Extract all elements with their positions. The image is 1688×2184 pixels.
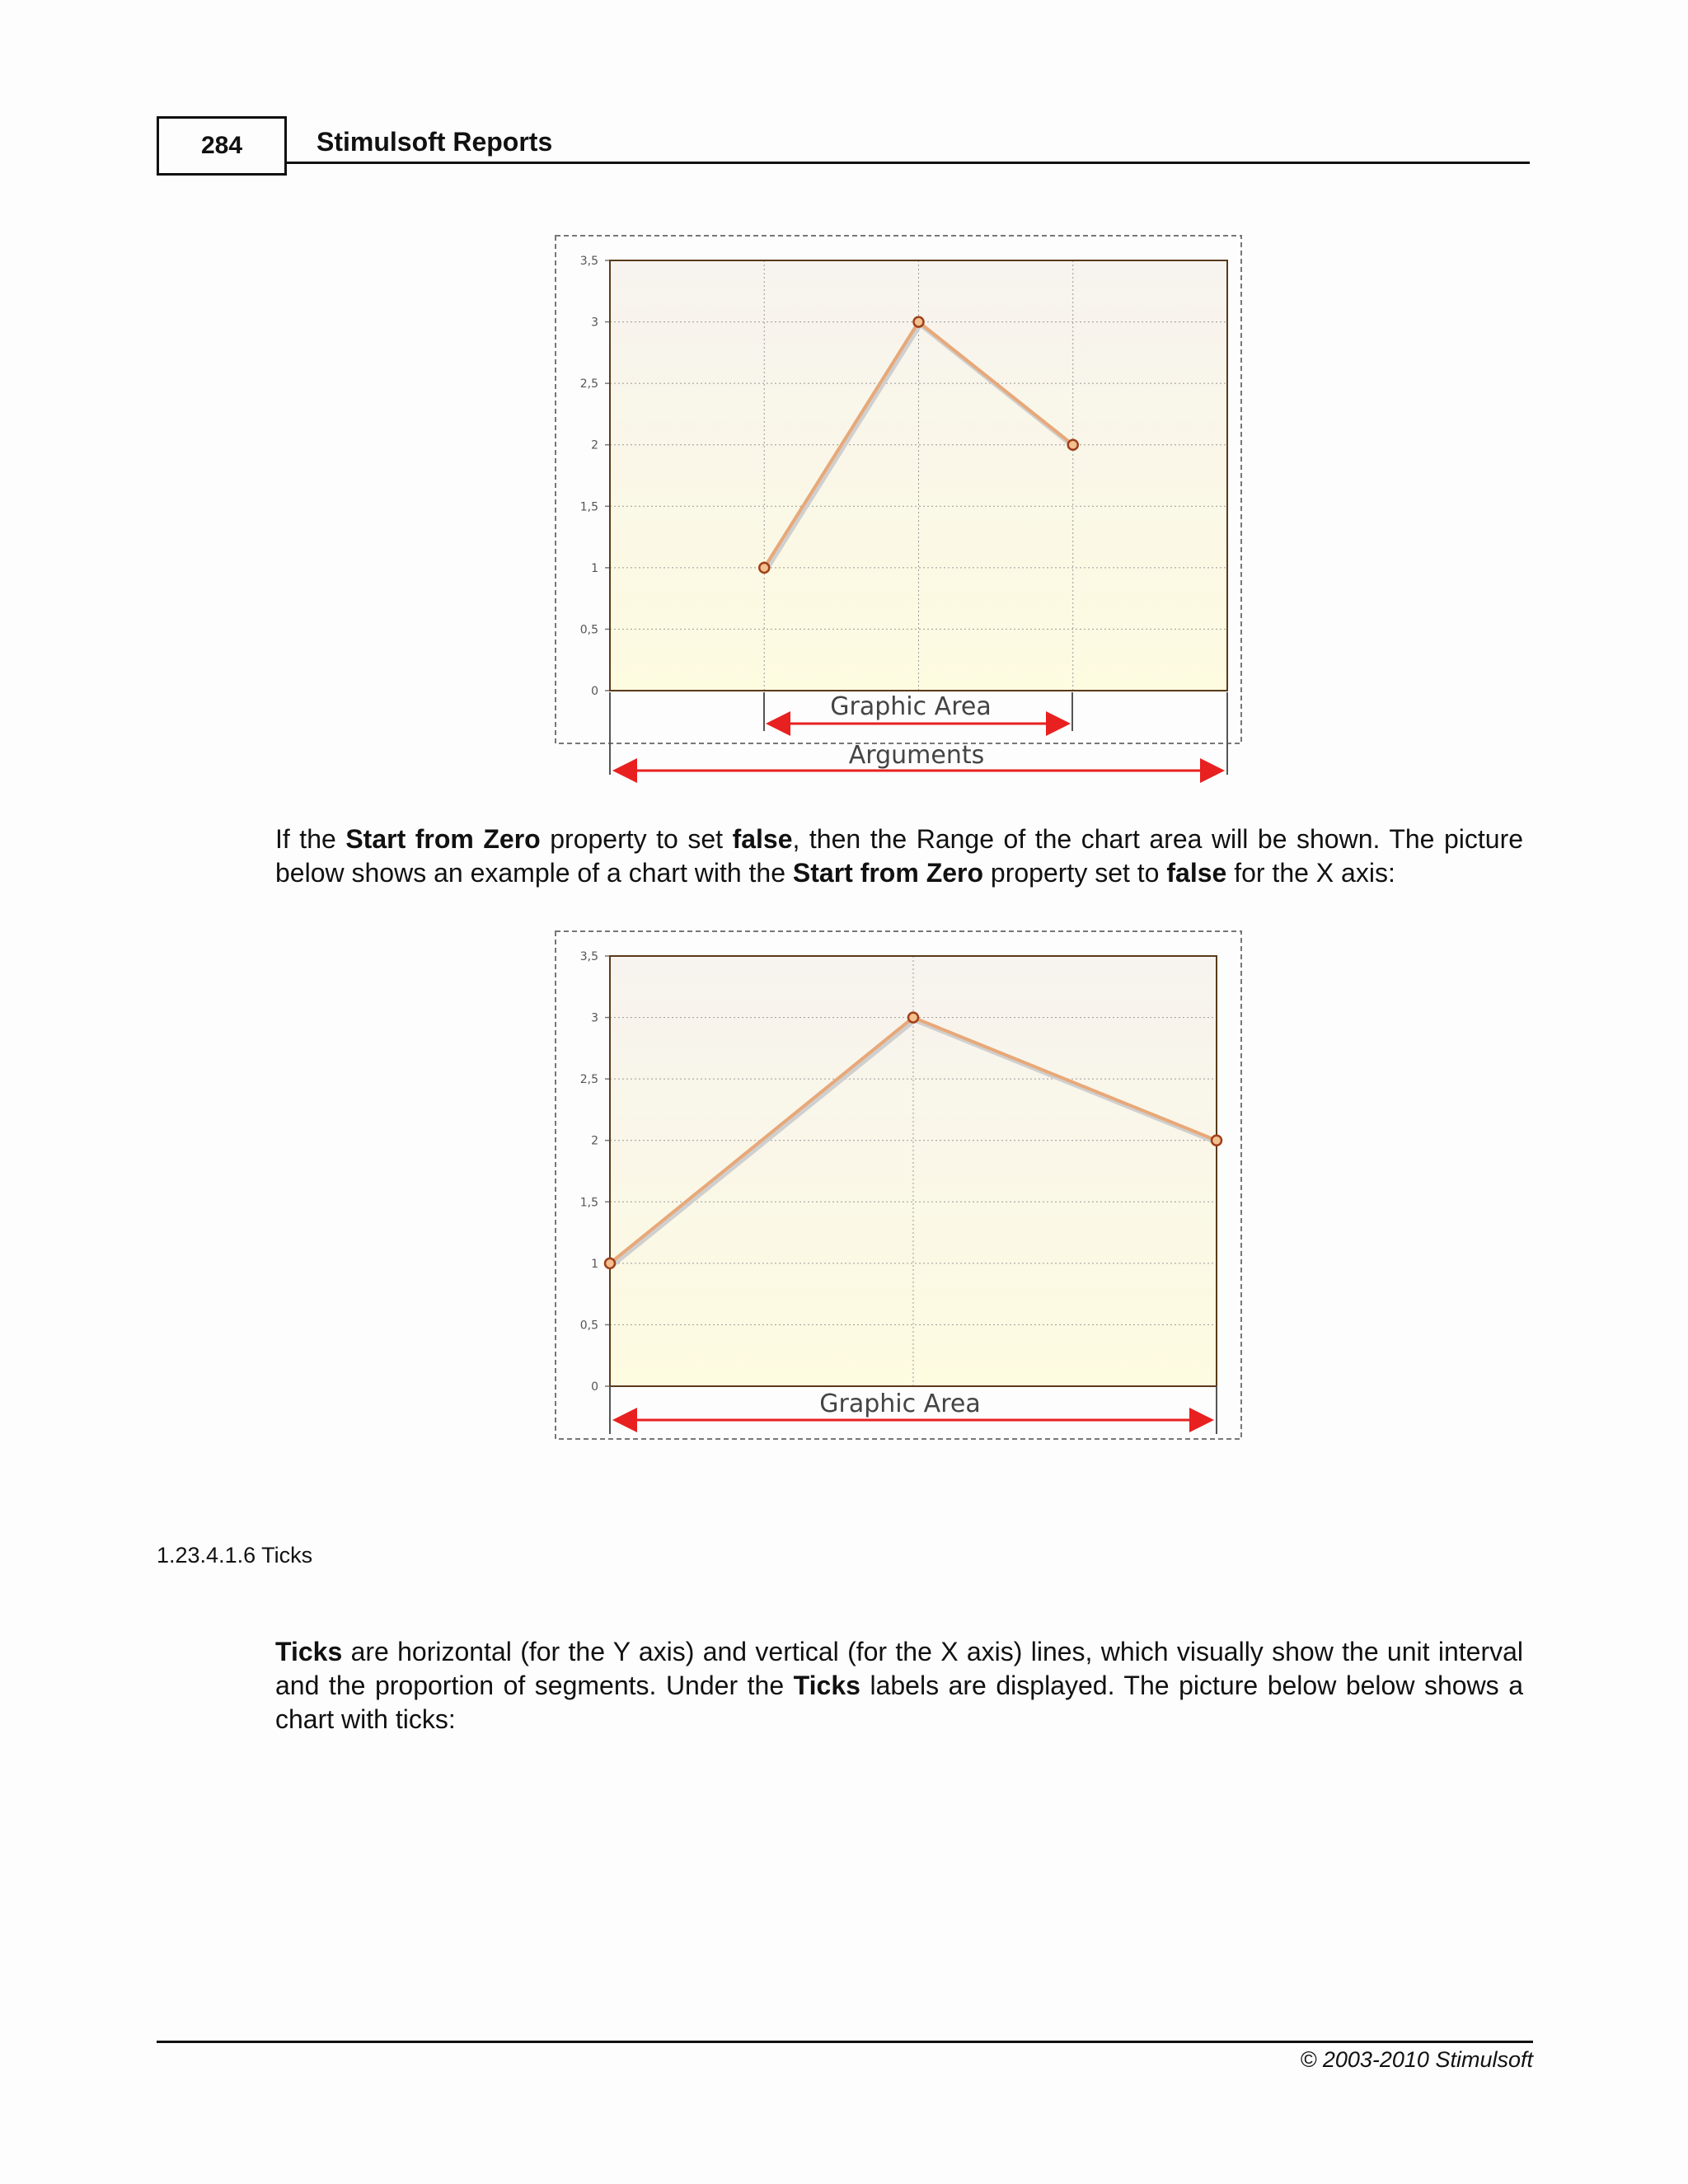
graphic-area-label: Graphic Area bbox=[819, 1390, 981, 1418]
y-tick-label: 2,5 bbox=[579, 1073, 598, 1087]
bold-run: false bbox=[732, 824, 793, 854]
y-tick-label: 1,5 bbox=[579, 1196, 598, 1210]
header-title: Stimulsoft Reports bbox=[316, 127, 553, 157]
text-run: property to set bbox=[540, 824, 733, 854]
y-tick-label: 1 bbox=[591, 561, 598, 575]
footer-rule bbox=[157, 2041, 1533, 2043]
y-tick-label: 1 bbox=[591, 1257, 598, 1271]
y-tick-label: 0 bbox=[591, 1380, 598, 1394]
text-run: for the X axis: bbox=[1226, 858, 1395, 888]
page-number-box bbox=[157, 116, 287, 176]
paragraph-ticks bbox=[275, 1635, 1523, 1736]
data-point bbox=[908, 1013, 918, 1023]
paragraph-start-from-zero bbox=[275, 823, 1523, 890]
figure-start-from-zero-false bbox=[544, 925, 1253, 1444]
text-run: , then the Range of the chart area will be shown. The picture below shows an example of a chart with the bbox=[275, 824, 1524, 888]
page-number: 284 bbox=[200, 132, 243, 159]
data-point bbox=[1068, 440, 1078, 450]
bold-run: Ticks bbox=[793, 1671, 860, 1700]
chart-1 bbox=[544, 231, 1253, 783]
y-tick-label: 2 bbox=[591, 1134, 598, 1148]
data-point bbox=[605, 1258, 615, 1268]
bold-run: Start from Zero bbox=[792, 858, 984, 888]
y-tick-label: 3 bbox=[591, 316, 598, 330]
y-tick-label: 0 bbox=[591, 685, 598, 698]
text-run: If the bbox=[275, 824, 346, 854]
y-tick-label: 2 bbox=[591, 438, 598, 452]
bold-run: Ticks bbox=[275, 1637, 343, 1666]
graphic-area-label: Graphic Area bbox=[830, 692, 992, 721]
data-point bbox=[1212, 1136, 1221, 1146]
y-tick-label: 1,5 bbox=[579, 500, 598, 514]
y-tick-label: 0,5 bbox=[579, 1319, 598, 1333]
bold-run: false bbox=[1166, 858, 1227, 888]
y-tick-label: 0,5 bbox=[579, 623, 598, 637]
section-heading: 1.23.4.1.6 Ticks bbox=[157, 1543, 313, 1568]
text-run: property set to bbox=[983, 858, 1167, 888]
data-point bbox=[914, 317, 924, 327]
y-tick-label: 3,5 bbox=[579, 255, 598, 268]
y-tick-label: 3,5 bbox=[579, 950, 598, 963]
y-tick-label: 3 bbox=[591, 1011, 598, 1025]
arguments-label: Arguments bbox=[848, 741, 985, 770]
header-rule bbox=[287, 162, 1530, 164]
text-run: labels are displayed. The picture below below shows a chart with ticks: bbox=[275, 1671, 1524, 1734]
data-point bbox=[759, 563, 769, 573]
chart-2 bbox=[544, 925, 1253, 1444]
y-tick-label: 2,5 bbox=[579, 377, 598, 391]
bold-run: Start from Zero bbox=[345, 824, 541, 854]
figure-start-from-zero-true bbox=[544, 231, 1253, 783]
text-run: are horizontal (for the Y axis) and vertical (for the X axis) lines, which visually show the unit interval and the proportion of segments. Under the bbox=[275, 1637, 1523, 1700]
footer-copyright: © 2003-2010 Stimulsoft bbox=[1300, 2047, 1533, 2072]
